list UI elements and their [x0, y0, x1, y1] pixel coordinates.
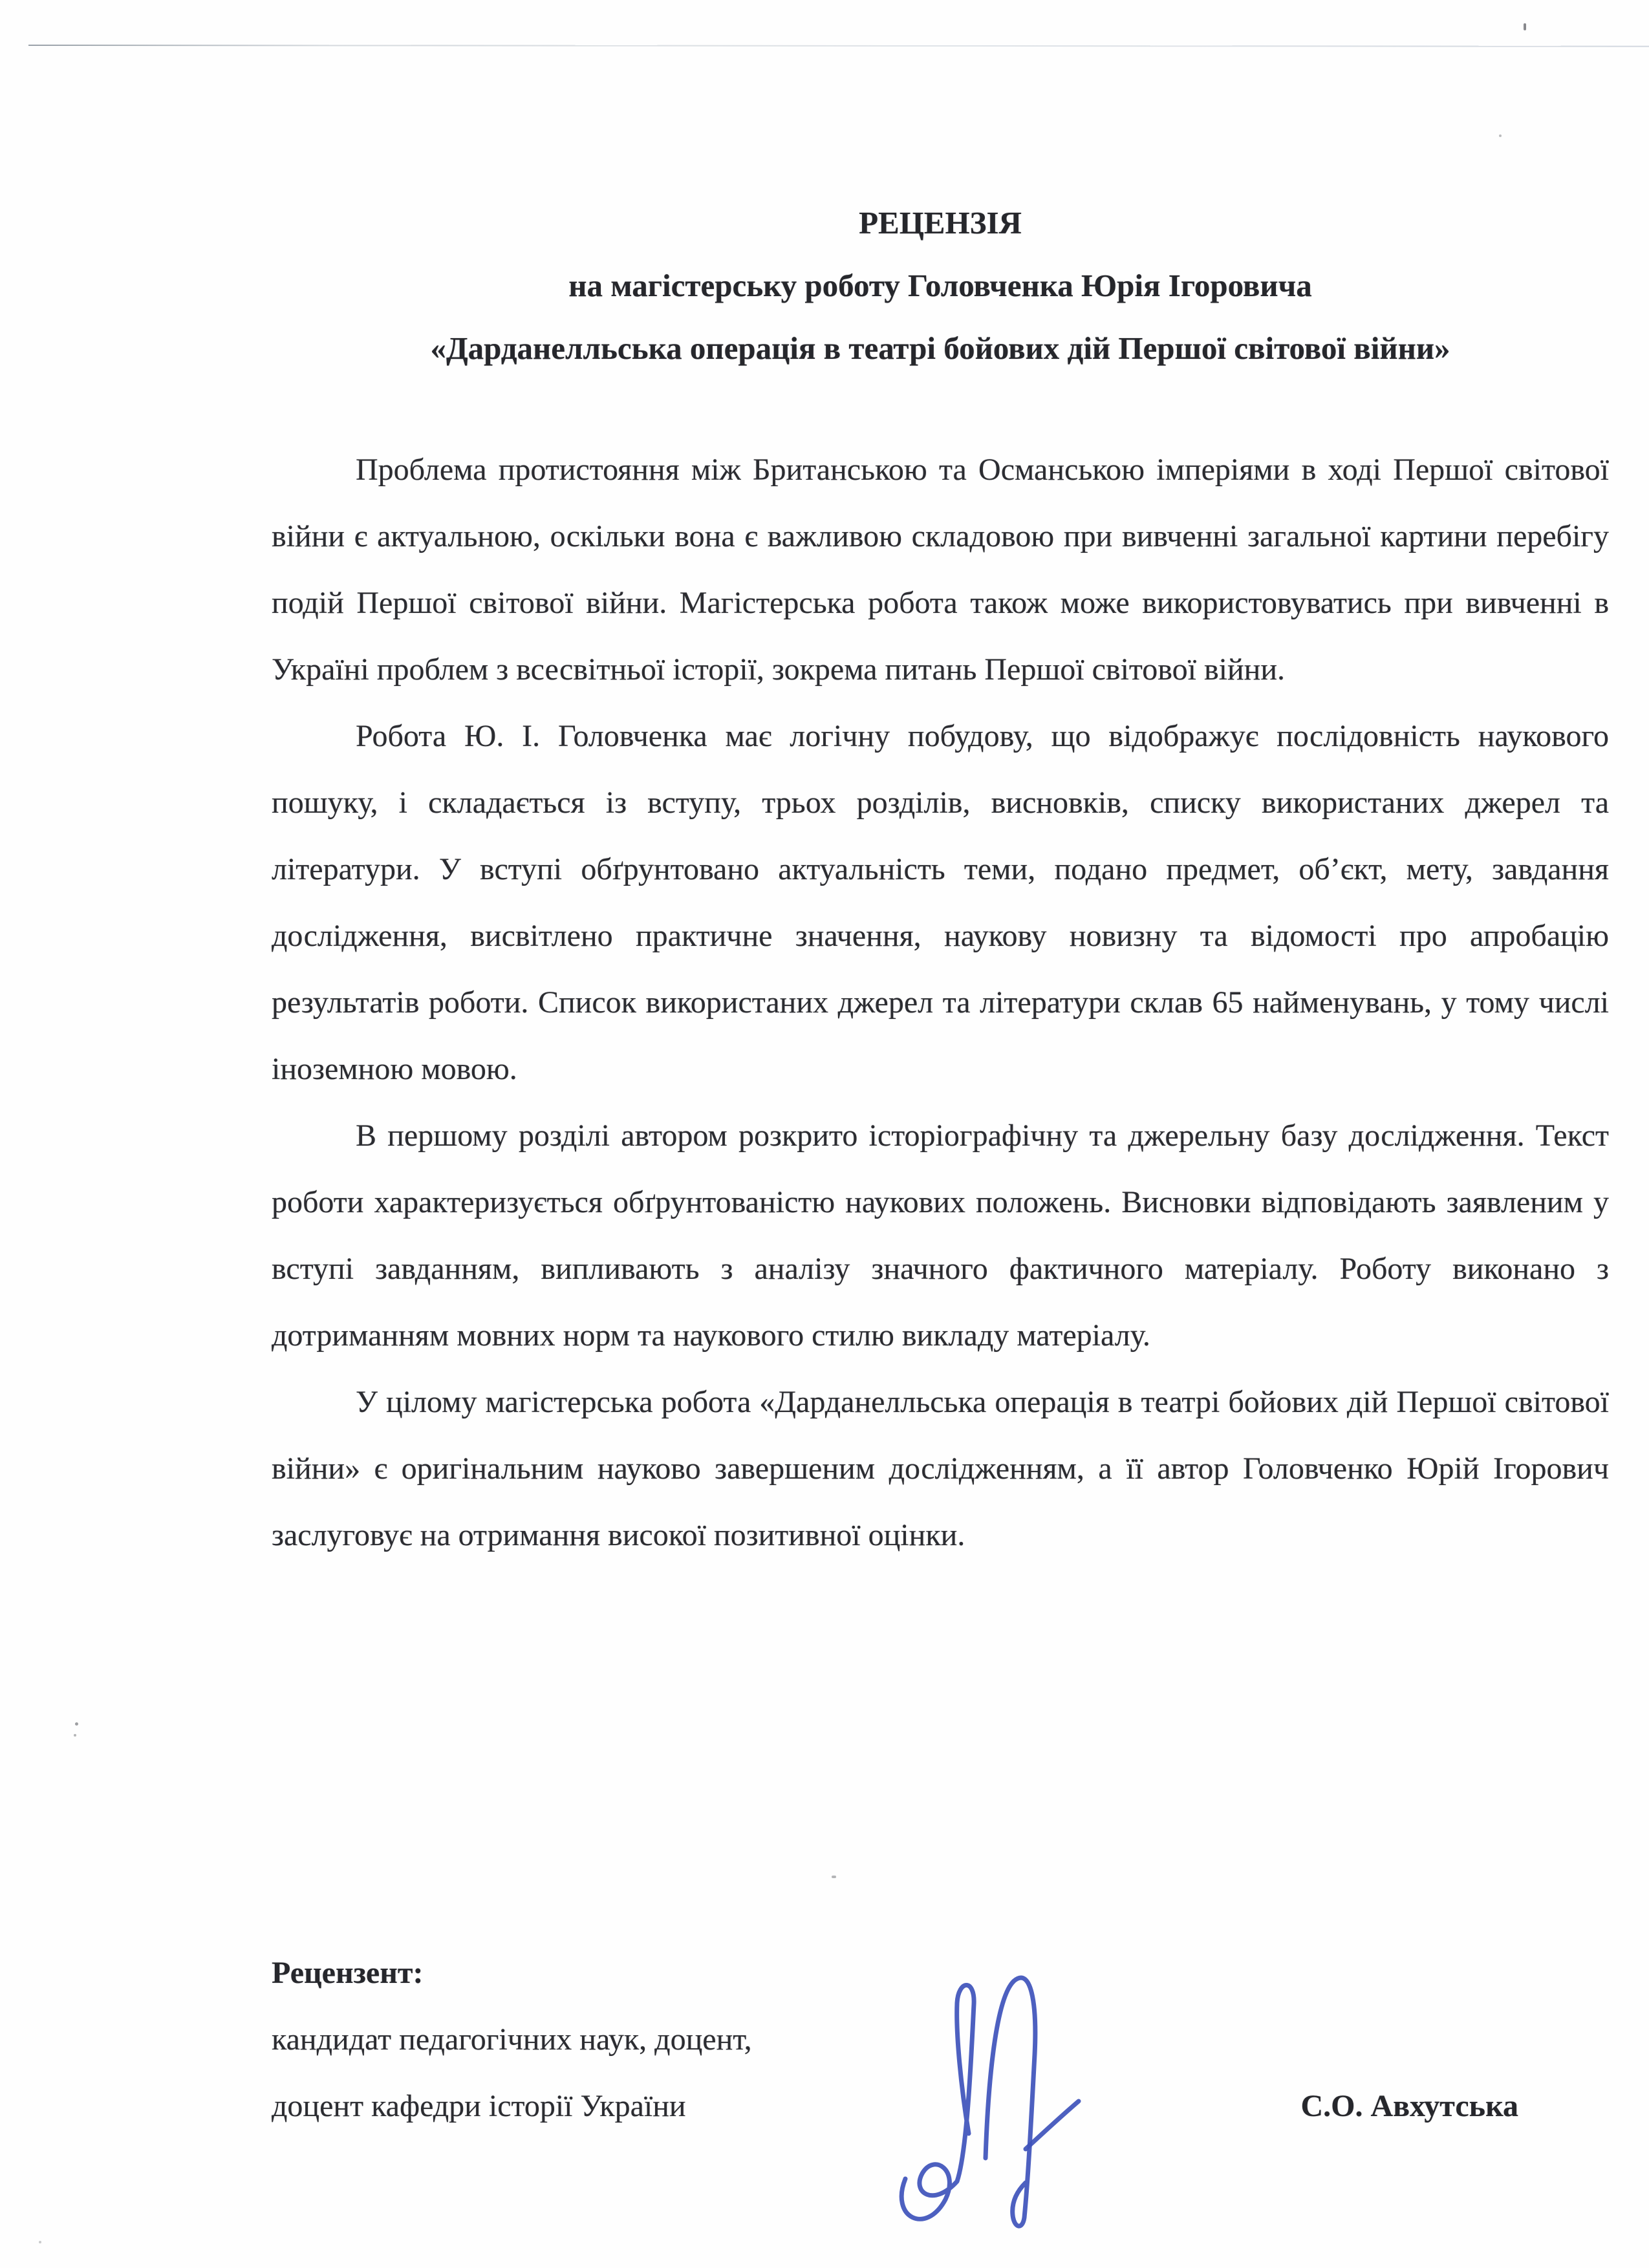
paragraph: В першому розділі автором розкрито історіографічну та джерельну базу дослідження. Текст роботи характеризується обґрунтованістю наукових положень. Висновки відповідають заявленим у вступі завданням, випливають з аналізу значного фактичного матеріалу. Роботу виконано з дотриманням мовних норм та наукового стилю викладу матеріалу. [272, 1118, 1609, 1353]
paragraph: Робота Ю. І. Головченка має логічну побудову, що відображує послідовність наукового пошуку, і складається із вступу, трьох розділів, висновків, списку використаних джерел та літератури. У вступі обґрунтовано актуальність теми, подано предмет, об’єкт, мету, завдання дослідження, висвітлено практичне значення, наукову новизну та відомості про апробацію результатів роботи. Список використаних джерел та літератури склав 65 найменувань, у тому числі іноземною мовою. [272, 719, 1609, 1086]
paragraph: Проблема протистояння між Британською та Османською імперіями в ході Першої світової війни є актуальною, оскільки вона є важливою складовою при вивченні загальної картини перебігу подій Першої світової війни. Магістерська робота також може використовуватись при вивченні в Україні проблем з всесвітньої історії, зокрема питань Першої світової війни. [272, 453, 1609, 687]
reviewer-department: доцент кафедри історії України [272, 2089, 686, 2123]
paragraph: У цілому магістерська робота «Дарданелльська операція в театрі бойових дій Першої світової війни» є оригінальним науково завершеним дослідженням, а її автор Головченко Юрій Ігорович заслуговує на отримання високої позитивної оцінки. [272, 1385, 1609, 1552]
scan-speck-artifact [39, 2241, 41, 2243]
signoff-block [272, 1940, 1609, 2139]
reviewer-credentials: кандидат педагогічних наук, доцент, [272, 2022, 752, 2057]
document-body [272, 0, 1609, 1568]
reviewer-name: С.О. Авхутська [1300, 2089, 1518, 2123]
reviewer-label: Рецензент: [272, 1956, 424, 1990]
document-subtitle-thesis: «Дарданелльська операція в театрі бойових дій Першої світової війни» [430, 330, 1450, 366]
scan-speck-artifact [832, 1876, 836, 1878]
review-text [272, 436, 1609, 1568]
scan-speck-artifact [74, 1734, 76, 1737]
document-title: РЕЦЕНЗІЯ [859, 205, 1022, 241]
document-title-block [272, 191, 1609, 380]
reviewer-department-row [272, 2073, 1609, 2139]
scan-speck-artifact [75, 1722, 78, 1726]
document-subtitle-author: на магістерську роботу Головченка Юрія Ігоровича [568, 268, 1312, 303]
